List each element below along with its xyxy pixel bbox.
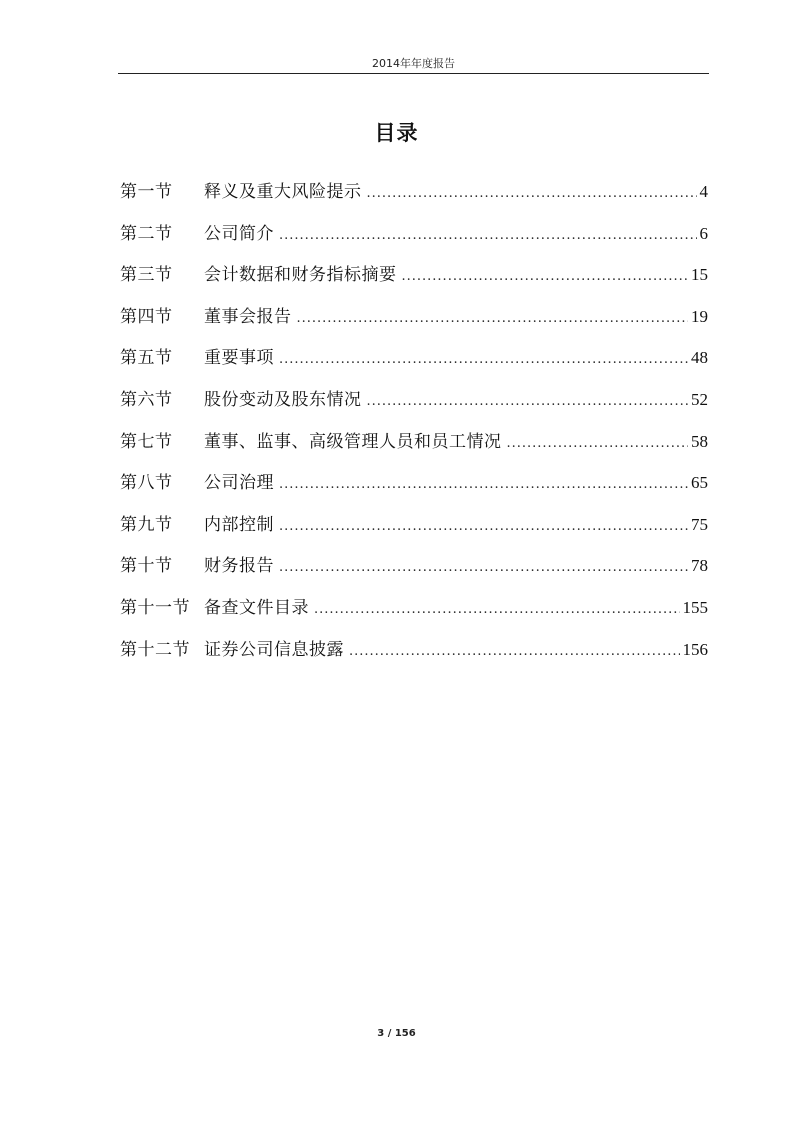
- toc-section-number: 第七节: [120, 431, 173, 452]
- toc-entry-section-9[interactable]: [120, 511, 708, 553]
- toc-entry-section-10[interactable]: [120, 552, 708, 594]
- page-number-footer: 3 / 156: [377, 1028, 416, 1039]
- toc-dot-leader: [367, 388, 689, 416]
- toc-section-number: 第四节: [120, 306, 173, 327]
- toc-dot-leader: [367, 180, 697, 208]
- toc-dot-leader: [297, 305, 689, 333]
- toc-dot-leader: [349, 638, 680, 666]
- table-of-contents: [120, 178, 708, 677]
- toc-page-number: 15: [691, 265, 708, 285]
- toc-section-title: 董事会报告: [204, 306, 292, 327]
- toc-section-number: 第十节: [120, 556, 173, 577]
- toc-dot-leader: [279, 513, 688, 541]
- toc-section-number: 第五节: [120, 348, 173, 369]
- toc-entry-section-4[interactable]: [120, 303, 708, 345]
- toc-entry-section-2[interactable]: [120, 220, 708, 262]
- toc-page-number: 156: [682, 639, 708, 659]
- toc-entry-section-5[interactable]: [120, 344, 708, 386]
- toc-entry-section-11[interactable]: [120, 594, 708, 636]
- toc-page-number: 75: [691, 514, 708, 534]
- toc-page-number: 58: [691, 431, 708, 451]
- toc-dot-leader: [279, 471, 688, 499]
- toc-section-number: 第三节: [120, 265, 173, 286]
- toc-entry-section-6[interactable]: [120, 386, 708, 428]
- toc-page-number: 155: [682, 597, 708, 617]
- toc-section-title: 董事、监事、高级管理人员和员工情况: [204, 431, 502, 452]
- toc-section-number: 第八节: [120, 473, 173, 494]
- toc-section-title: 公司简介: [204, 223, 274, 244]
- toc-page-number: 6: [699, 223, 708, 243]
- toc-section-number: 第六节: [120, 389, 173, 410]
- toc-section-number: 第十二节: [120, 639, 190, 660]
- toc-page-number: 65: [691, 473, 708, 493]
- toc-dot-leader: [507, 430, 689, 458]
- toc-section-title: 重要事项: [204, 348, 274, 369]
- toc-entry-section-7[interactable]: [120, 428, 708, 470]
- toc-section-title: 会计数据和财务指标摘要: [204, 265, 397, 286]
- toc-section-title: 股份变动及股东情况: [204, 389, 362, 410]
- toc-section-number: 第一节: [120, 182, 173, 202]
- toc-entry-section-1[interactable]: [120, 178, 708, 220]
- toc-section-number: 第九节: [120, 514, 173, 535]
- toc-section-number: 第二节: [120, 223, 173, 244]
- toc-entry-section-3[interactable]: [120, 261, 708, 303]
- toc-page-number: 48: [691, 348, 708, 368]
- running-header: 2014年年度报告: [372, 57, 455, 70]
- toc-dot-leader: [314, 596, 680, 624]
- toc-section-title: 释义及重大风险提示: [204, 182, 362, 202]
- toc-page-number: 4: [699, 182, 708, 201]
- header-divider: [118, 73, 709, 74]
- toc-page-number: 78: [691, 556, 708, 576]
- toc-page-number: 52: [691, 389, 708, 409]
- toc-dot-leader: [279, 346, 688, 374]
- toc-section-title: 内部控制: [204, 514, 274, 535]
- toc-entry-section-12[interactable]: [120, 636, 708, 678]
- toc-section-title: 证券公司信息披露: [204, 639, 344, 660]
- toc-page-number: 19: [691, 306, 708, 326]
- toc-section-title: 备查文件目录: [204, 597, 309, 618]
- toc-dot-leader: [279, 222, 697, 250]
- toc-entry-section-8[interactable]: [120, 469, 708, 511]
- toc-title: 目录: [374, 121, 419, 145]
- toc-dot-leader: [279, 554, 688, 582]
- toc-dot-leader: [402, 263, 689, 291]
- toc-section-title: 公司治理: [204, 473, 274, 494]
- toc-section-title: 财务报告: [204, 556, 274, 577]
- toc-section-number: 第十一节: [120, 597, 190, 618]
